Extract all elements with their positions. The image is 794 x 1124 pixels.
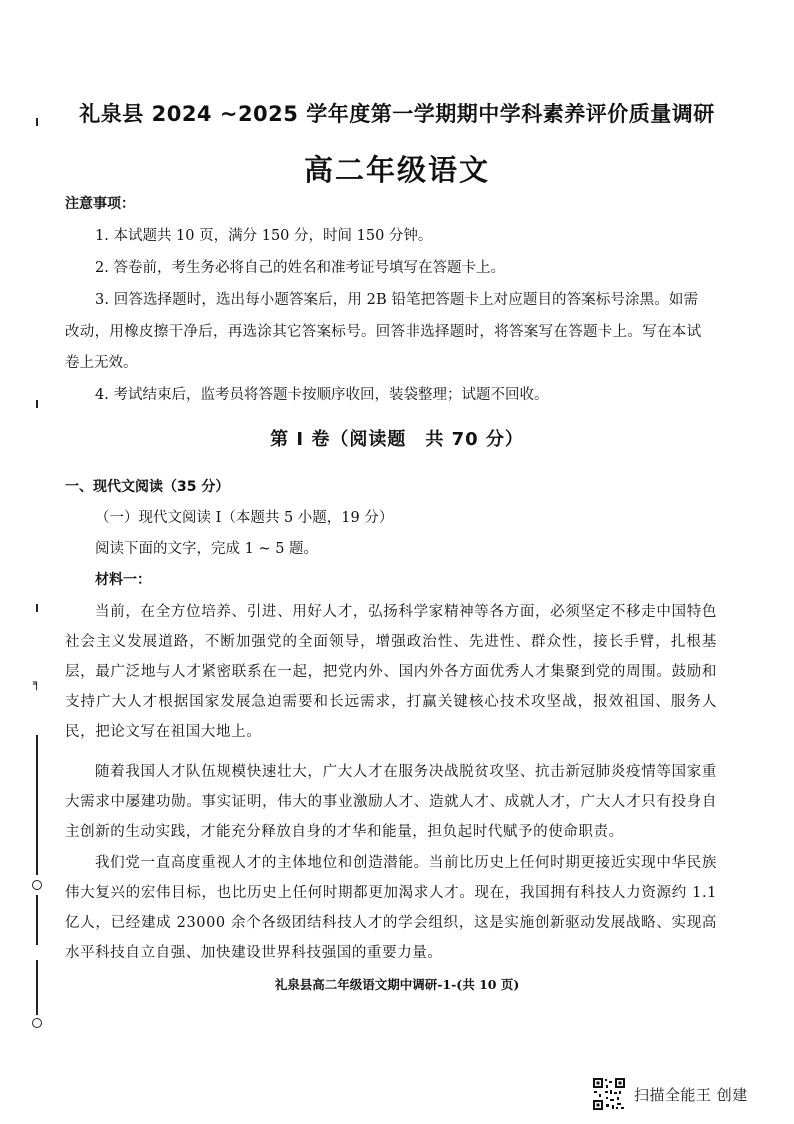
note-item: 改动，用橡皮擦干净后，再选涂其它答案标号。回答非选择题时，将答案写在答题卡上。写在本试 [65,324,702,340]
exam-title: 礼泉县 2024 ~2025 学年度第一学期期中学科素养评价质量调研 [79,102,715,126]
watermark-text: 扫描全能王 创建 [634,1085,748,1104]
note-item: 1. 本试题共 10 页，满分 150 分，时间 150 分钟。 [95,228,433,244]
material-label: 材料一： [95,572,151,588]
margin-tick [36,400,38,408]
margin-tick [36,604,38,612]
note-item: 3. 回答选择题时，选出每小题答案后，用 2B 铅笔把答题卡上对应题目的答案标号涂黑。如需 [95,292,699,308]
scanner-watermark [592,1076,748,1112]
passage-paragraph: 当前，在全方位培养、引进、用好人才，弘扬科学家精神等各方面，必须坚定不移走中国特色社会主义发展道路，不断加强党的全面领导，增强政治性、先进性、群众性，接长手臂，扎根基层，最广泛地与人才紧密联系在一起，把党内外、国内外各方面优秀人才集聚到党的周围。鼓励和支持广大人才根据国家发展急迫需要和长远需求，打赢关键核心技术攻坚战，报效祖国、服务人民，把论文写在祖国大地上。 [65,604,717,740]
note-item: 卷上无效。 [65,355,138,371]
note-item: 2. 答卷前，考生务必将自己的姓名和准考证号填写在答题卡上。 [95,260,505,276]
section-title: 第 Ⅰ 卷（阅读题 共 70 分） [270,429,524,450]
passage-paragraph: 我们党一直高度重视人才的主体地位和创造潜能。当前比历史上任何时期更接近实现中华民族伟大复兴的宏伟目标，也比历史上任何时期都更加渴求人才。现在，我国拥有科技人力资源约 1.1 亿人，已经建成 23000 余个各级团结科技人才的学会组织，这是实施创新驱动发展战略、实现高水平科技自立自强、加快建设世界科技强国的重要力量。 [65,855,717,961]
instruction: 阅读下面的文字，完成 1 ~ 5 题。 [95,541,319,557]
qr-code-icon [592,1077,626,1111]
margin-binding-line [36,895,38,945]
subpart-title: （一）现代文阅读 Ⅰ（本题共 5 小题，19 分） [95,510,394,526]
subject-title: 高二年级语文 [303,153,490,187]
page-footer: 礼泉县高二年级语文期中调研-1-(共 10 页) [274,977,520,992]
passage-paragraph: 随着我国人才队伍规模快速壮大，广大人才在服务决战脱贫攻坚、抗击新冠肺炎疫情等国家重大需求中屡建功勋。事实证明，伟大的事业激励人才、造就人才、成就人才，广大人才只有投身自主创新的生动实践，才能充分释放自身的才华和能量，担负起时代赋予的使命职责。 [65,764,717,840]
notes-heading: 注意事项： [65,196,135,212]
margin-hole [32,1018,42,1028]
margin-hole [32,880,42,890]
note-item: 4. 考试结束后，监考员将答题卡按顺序收回，装袋整理；试题不回收。 [95,387,549,403]
margin-glyph: ╕ [33,676,41,690]
part-title: 一、现代文阅读（35 分） [65,479,230,495]
margin-binding-line [36,735,38,875]
